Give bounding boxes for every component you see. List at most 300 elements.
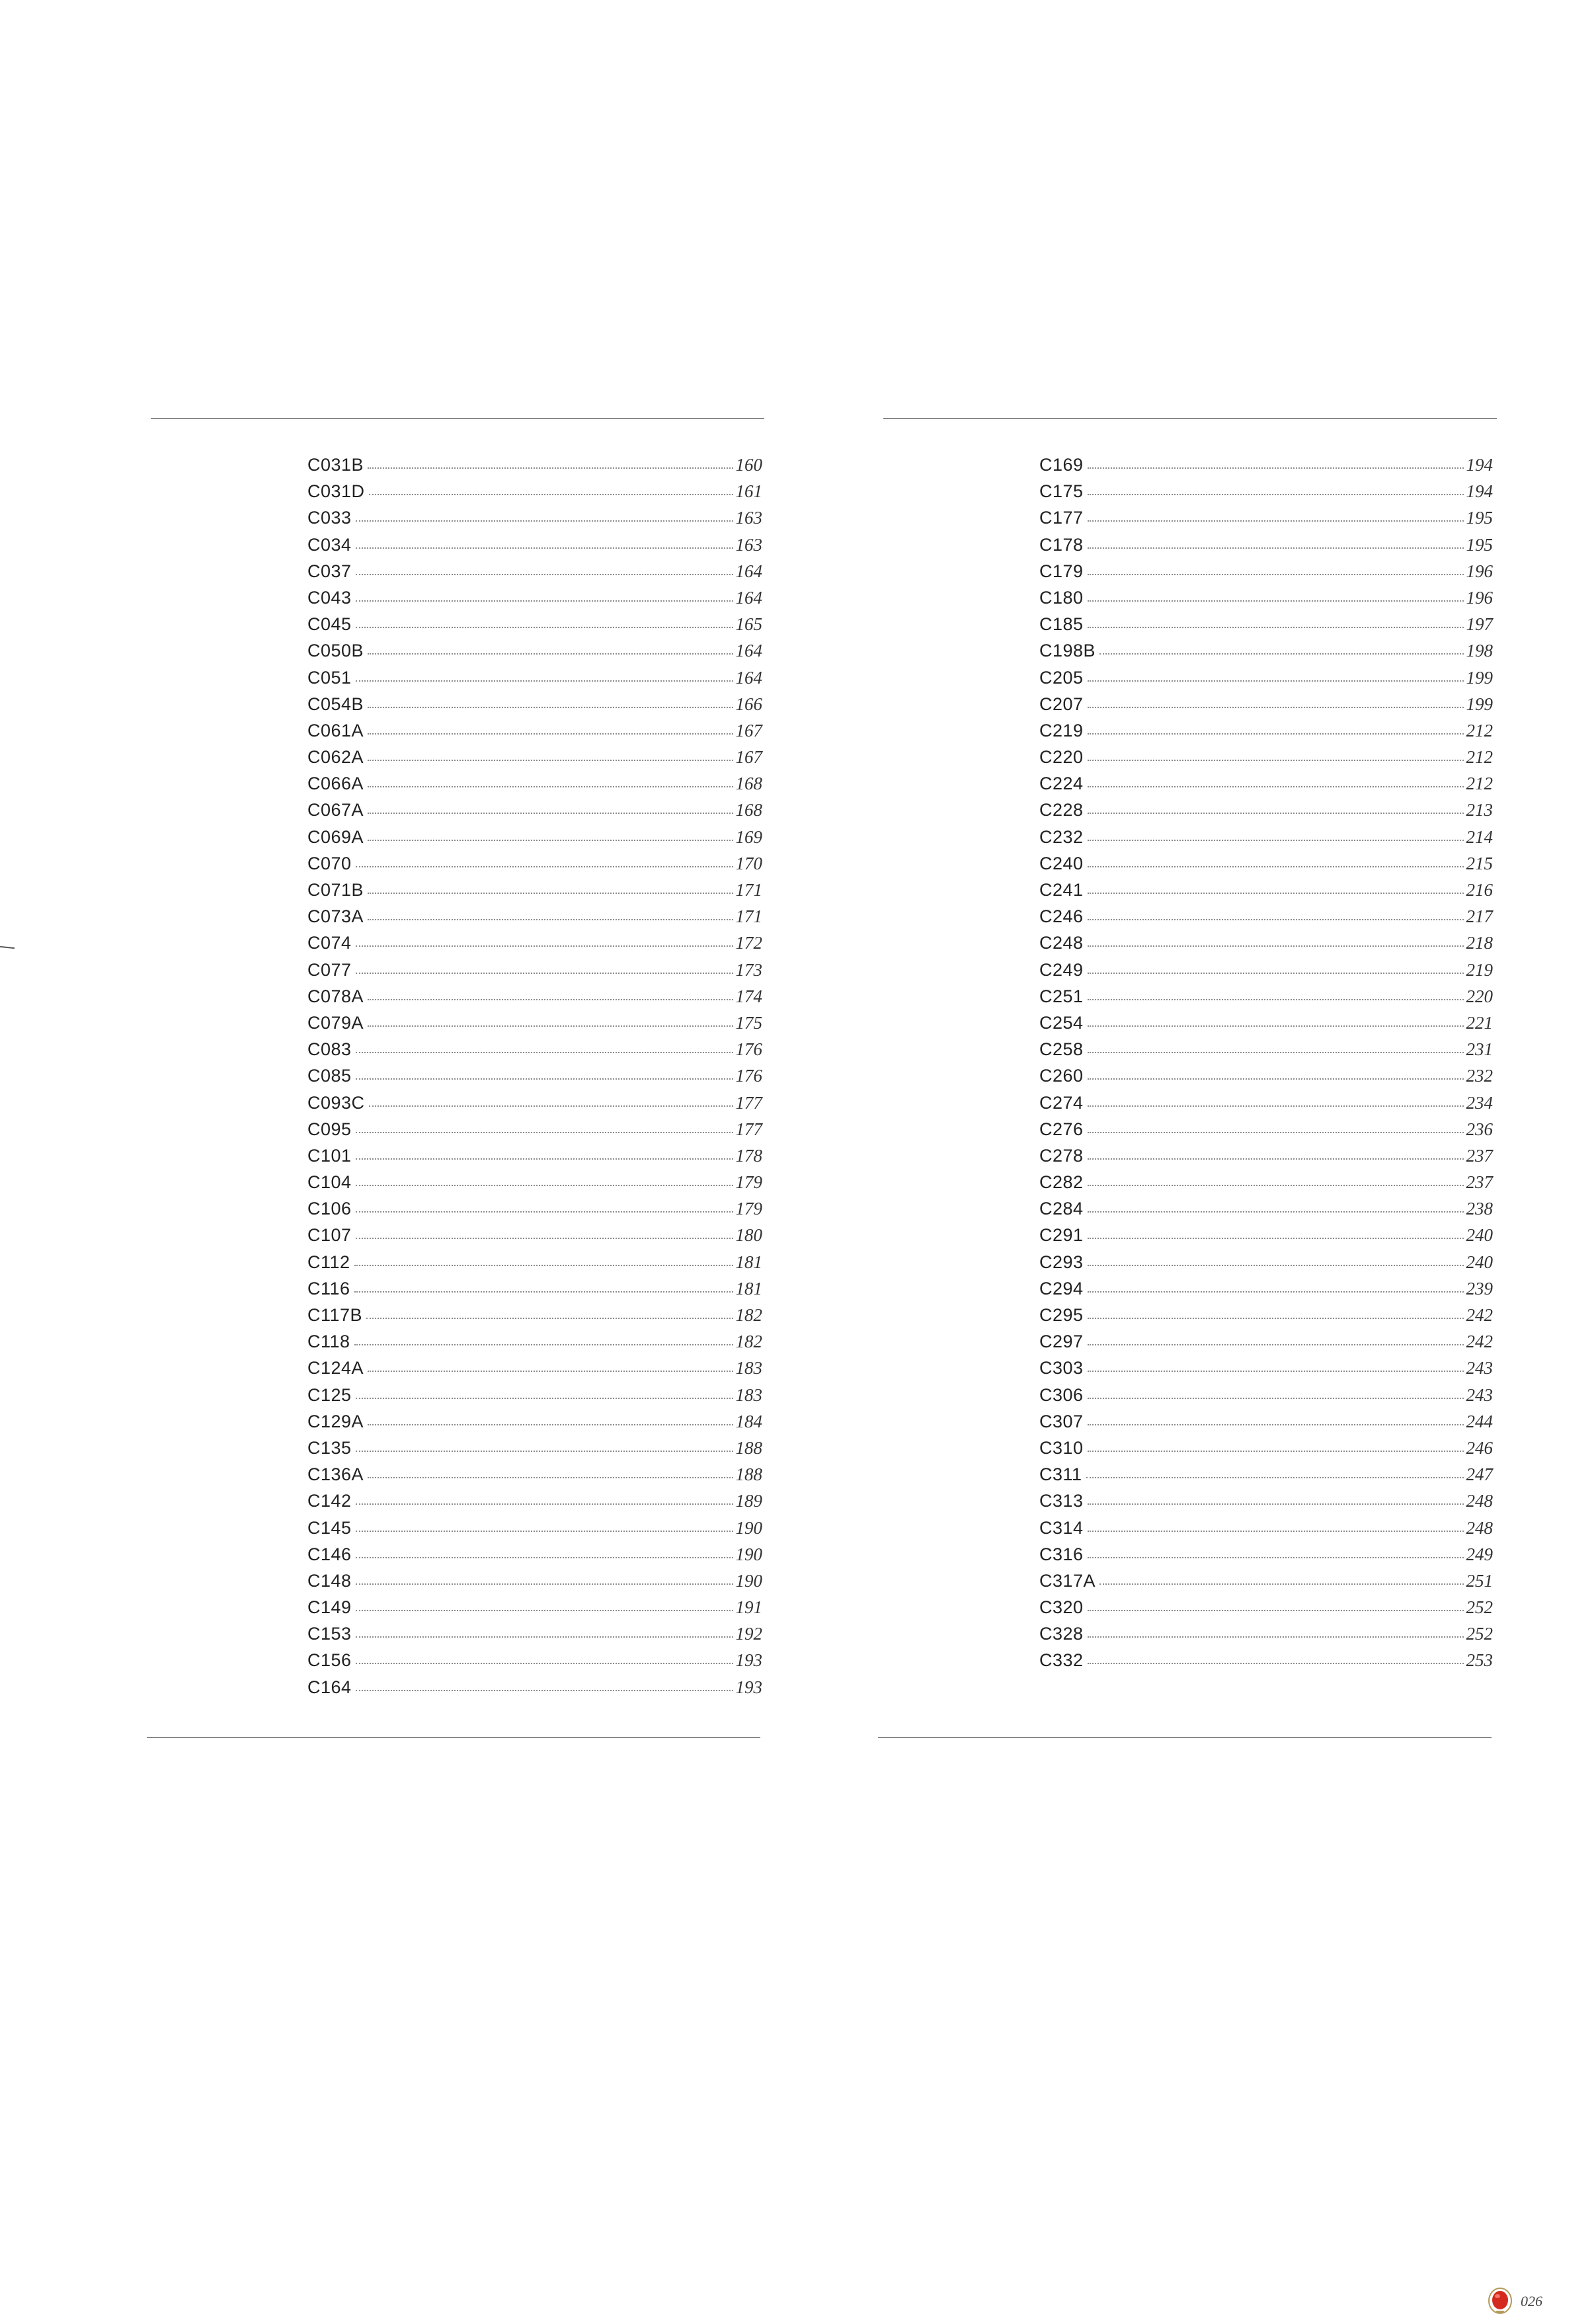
dot-leader <box>1088 1503 1464 1505</box>
entry-code: C104 <box>307 1172 352 1193</box>
index-entry <box>1039 1624 1493 1650</box>
index-entry <box>307 721 762 747</box>
index-entry <box>1039 588 1493 614</box>
entry-code: C031B <box>307 455 364 475</box>
dot-leader <box>1088 680 1464 682</box>
index-entry <box>307 1332 762 1358</box>
index-entry <box>1039 854 1493 880</box>
dot-leader <box>1088 1025 1464 1027</box>
entry-code: C093C <box>307 1092 365 1113</box>
index-entry <box>307 1518 762 1544</box>
index-entry <box>307 1650 762 1677</box>
entry-code: C220 <box>1039 747 1084 768</box>
entry-code: C274 <box>1039 1092 1084 1113</box>
index-entry <box>1039 747 1493 774</box>
entry-page-number: 195 <box>1466 534 1493 555</box>
entry-code: C276 <box>1039 1119 1084 1139</box>
index-entry <box>307 854 762 880</box>
dot-leader <box>356 1690 733 1691</box>
entry-page-number: 196 <box>1466 587 1493 608</box>
entry-code: C185 <box>1039 614 1084 635</box>
dot-leader <box>1088 1132 1464 1133</box>
entry-page-number: 179 <box>735 1172 762 1193</box>
entry-page-number: 192 <box>735 1624 762 1644</box>
entry-code: C260 <box>1039 1066 1084 1086</box>
entry-page-number: 248 <box>1466 1517 1493 1538</box>
entry-code: C241 <box>1039 880 1084 900</box>
entry-code: C291 <box>1039 1225 1084 1246</box>
entry-page-number: 182 <box>735 1332 762 1352</box>
dot-leader <box>356 574 733 575</box>
entry-page-number: 214 <box>1466 826 1493 847</box>
dot-leader <box>356 600 733 602</box>
entry-page-number: 237 <box>1466 1145 1493 1166</box>
entry-code: C129A <box>307 1411 364 1431</box>
entry-page-number: 199 <box>1466 667 1493 688</box>
entry-page-number: 161 <box>735 481 762 502</box>
entry-code: C254 <box>1039 1012 1084 1033</box>
entry-page-number: 182 <box>735 1305 762 1325</box>
entry-page-number: 221 <box>1466 1012 1493 1033</box>
index-entry <box>1039 481 1493 508</box>
entry-page-number: 163 <box>735 508 762 528</box>
entry-code: C178 <box>1039 534 1084 555</box>
index-entry <box>1039 641 1493 667</box>
entry-code: C294 <box>1039 1278 1084 1298</box>
dot-leader <box>1099 653 1463 655</box>
dot-leader <box>366 1318 733 1319</box>
dot-leader <box>1088 840 1464 841</box>
index-entry <box>307 1093 762 1119</box>
dot-leader <box>1088 813 1464 814</box>
index-entry <box>1039 906 1493 933</box>
entry-code: C306 <box>1039 1384 1084 1405</box>
index-entry <box>1039 1332 1493 1358</box>
index-entry <box>1039 880 1493 906</box>
dot-leader <box>1099 1583 1463 1585</box>
dot-leader <box>356 1451 733 1452</box>
entry-code: C062A <box>307 747 364 768</box>
index-entry <box>307 880 762 906</box>
entry-page-number: 190 <box>735 1570 762 1591</box>
entry-page-number: 215 <box>1466 853 1493 873</box>
entry-page-number: 196 <box>1466 561 1493 581</box>
dot-leader <box>1088 919 1464 920</box>
dot-leader <box>369 1105 733 1107</box>
entry-page-number: 166 <box>735 694 762 714</box>
entry-code: C316 <box>1039 1544 1084 1564</box>
entry-code: C224 <box>1039 774 1084 794</box>
entry-code: C207 <box>1039 694 1084 714</box>
index-entry <box>1039 535 1493 561</box>
entry-code: C135 <box>307 1437 352 1458</box>
entry-code: C037 <box>307 561 352 581</box>
entry-page-number: 216 <box>1466 880 1493 900</box>
index-entry <box>307 694 762 721</box>
dot-leader <box>368 919 733 920</box>
entry-page-number: 164 <box>735 561 762 581</box>
entry-page-number: 190 <box>735 1517 762 1538</box>
entry-page-number: 188 <box>735 1437 762 1458</box>
entry-page-number: 219 <box>1466 959 1493 980</box>
index-entry <box>307 1412 762 1438</box>
dot-leader <box>368 733 733 735</box>
index-entry <box>307 933 762 959</box>
entry-code: C136A <box>307 1464 364 1485</box>
dot-leader <box>368 893 733 894</box>
index-entry <box>307 827 762 854</box>
entry-code: C282 <box>1039 1172 1084 1193</box>
dot-leader <box>356 1610 733 1611</box>
dot-leader <box>1088 574 1464 575</box>
index-entry <box>1039 1491 1493 1517</box>
dot-leader <box>356 1238 733 1239</box>
right-top-rule <box>883 418 1497 419</box>
dot-leader <box>354 1291 733 1293</box>
index-entry <box>307 455 762 481</box>
dot-leader <box>354 1265 733 1266</box>
entry-page-number: 165 <box>735 614 762 635</box>
entry-code: C083 <box>307 1039 352 1060</box>
dot-leader <box>1088 945 1464 947</box>
index-entry <box>1039 1279 1493 1305</box>
dot-leader <box>368 1025 733 1027</box>
dot-leader <box>368 1424 733 1425</box>
entry-page-number: 181 <box>735 1252 762 1272</box>
dot-leader <box>1088 973 1464 974</box>
index-entry <box>1039 1119 1493 1146</box>
entry-page-number: 180 <box>735 1225 762 1246</box>
index-entry <box>307 1597 762 1624</box>
dot-leader <box>1086 1477 1464 1478</box>
index-entry <box>1039 774 1493 800</box>
entry-page-number: 212 <box>1466 747 1493 768</box>
dot-leader <box>356 627 733 628</box>
entry-page-number: 242 <box>1466 1305 1493 1325</box>
index-entry <box>1039 508 1493 534</box>
dot-leader <box>356 973 733 974</box>
entry-page-number: 253 <box>1466 1650 1493 1671</box>
entry-code: C148 <box>307 1570 352 1591</box>
index-entry <box>1039 1039 1493 1066</box>
dot-leader <box>1088 467 1464 469</box>
entry-code: C069A <box>307 826 364 847</box>
index-entry <box>307 774 762 800</box>
entry-page-number: 194 <box>1466 455 1493 475</box>
dot-leader <box>368 840 733 841</box>
entry-page-number: 183 <box>735 1384 762 1405</box>
entry-page-number: 247 <box>1466 1464 1493 1485</box>
entry-code: C332 <box>1039 1650 1084 1671</box>
index-entry <box>1039 561 1493 588</box>
entry-page-number: 176 <box>735 1039 762 1060</box>
page-number: 026 <box>1521 2293 1542 2309</box>
entry-code: C164 <box>307 1677 352 1697</box>
entry-page-number: 175 <box>735 1012 762 1033</box>
dot-leader <box>368 999 733 1000</box>
entry-code: C125 <box>307 1384 352 1405</box>
index-entry <box>307 1358 762 1384</box>
index-entry <box>307 561 762 588</box>
dot-leader <box>368 467 733 469</box>
red-gem-emblem-icon <box>1488 2288 1513 2314</box>
entry-code: C045 <box>307 614 352 635</box>
dot-leader <box>1088 866 1464 867</box>
left-bottom-rule <box>147 1737 760 1738</box>
entry-code: C317A <box>1039 1570 1096 1591</box>
index-column-right <box>1039 455 1493 1677</box>
index-entry <box>1039 1066 1493 1092</box>
index-entry <box>307 481 762 508</box>
index-entry <box>1039 694 1493 721</box>
index-entry <box>1039 1438 1493 1464</box>
entry-code: C311 <box>1039 1464 1082 1485</box>
index-entry <box>307 1252 762 1279</box>
index-entry <box>307 1491 762 1517</box>
index-entry <box>307 1279 762 1305</box>
dot-leader <box>1088 707 1464 708</box>
entry-code: C251 <box>1039 986 1084 1006</box>
entry-page-number: 171 <box>735 880 762 900</box>
entry-code: C043 <box>307 587 352 608</box>
entry-code: C313 <box>1039 1491 1084 1511</box>
entry-code: C142 <box>307 1491 352 1511</box>
dot-leader <box>1088 1371 1464 1372</box>
dot-leader <box>1088 893 1464 894</box>
dot-leader <box>1088 1185 1464 1186</box>
entry-page-number: 190 <box>735 1544 762 1564</box>
entry-code: C240 <box>1039 853 1084 873</box>
index-entry <box>1039 933 1493 959</box>
dot-leader <box>1088 733 1464 735</box>
entry-code: C118 <box>307 1332 350 1352</box>
entry-code: C295 <box>1039 1305 1084 1325</box>
index-entry <box>307 1677 762 1704</box>
dot-leader <box>1088 1291 1464 1293</box>
dot-leader <box>1088 999 1464 1000</box>
index-entry <box>1039 1093 1493 1119</box>
index-entry <box>307 1013 762 1039</box>
index-entry <box>1039 1199 1493 1225</box>
index-entry <box>1039 668 1493 694</box>
index-entry <box>307 906 762 933</box>
entry-code: C179 <box>1039 561 1084 581</box>
entry-code: C246 <box>1039 906 1084 927</box>
entry-code: C293 <box>1039 1252 1084 1272</box>
entry-page-number: 194 <box>1466 481 1493 502</box>
dot-leader <box>1088 760 1464 761</box>
dot-leader <box>356 1531 733 1532</box>
dot-leader <box>1088 786 1464 787</box>
index-entry <box>307 588 762 614</box>
index-entry <box>307 1438 762 1464</box>
entry-code: C061A <box>307 720 364 740</box>
entry-page-number: 246 <box>1466 1437 1493 1458</box>
dot-leader <box>368 707 733 708</box>
entry-code: C248 <box>1039 933 1084 953</box>
entry-code: C228 <box>1039 800 1084 820</box>
dot-leader <box>1088 1663 1464 1664</box>
dot-leader <box>356 1132 733 1133</box>
entry-page-number: 238 <box>1466 1199 1493 1219</box>
entry-code: C117B <box>307 1305 363 1325</box>
entry-page-number: 240 <box>1466 1252 1493 1272</box>
index-entry <box>307 747 762 774</box>
entry-page-number: 178 <box>735 1145 762 1166</box>
index-entry <box>1039 1358 1493 1384</box>
entry-page-number: 195 <box>1466 508 1493 528</box>
entry-code: C116 <box>307 1278 350 1298</box>
entry-page-number: 160 <box>735 455 762 475</box>
entry-page-number: 171 <box>735 906 762 927</box>
dot-leader <box>1088 1238 1464 1239</box>
index-entry <box>1039 1464 1493 1491</box>
index-entry <box>1039 960 1493 986</box>
index-entry <box>307 1305 762 1332</box>
dot-leader <box>356 1636 733 1638</box>
entry-page-number: 172 <box>735 933 762 953</box>
dot-leader <box>368 1371 733 1372</box>
index-entry <box>307 535 762 561</box>
dot-leader <box>356 1052 733 1053</box>
index-entry <box>307 1199 762 1225</box>
dot-leader <box>354 1344 733 1345</box>
index-entry <box>307 614 762 641</box>
entry-page-number: 232 <box>1466 1066 1493 1086</box>
entry-code: C112 <box>307 1252 350 1272</box>
dot-leader <box>1088 547 1464 549</box>
entry-code: C307 <box>1039 1411 1084 1431</box>
index-entry <box>307 1066 762 1092</box>
dot-leader <box>1088 1105 1464 1107</box>
entry-page-number: 176 <box>735 1066 762 1086</box>
index-entry <box>1039 1571 1493 1597</box>
entry-code: C145 <box>307 1517 352 1538</box>
entry-code: C198B <box>1039 641 1096 661</box>
dot-leader <box>356 1583 733 1585</box>
index-entry <box>1039 827 1493 854</box>
entry-page-number: 177 <box>735 1119 762 1139</box>
index-entry <box>307 1119 762 1146</box>
entry-page-number: 220 <box>1466 986 1493 1006</box>
entry-code: C153 <box>307 1624 352 1644</box>
index-entry <box>307 1571 762 1597</box>
dot-leader <box>1088 1344 1464 1345</box>
dot-leader <box>356 1557 733 1558</box>
dot-leader <box>1088 1531 1464 1532</box>
index-entry <box>307 1172 762 1199</box>
entry-page-number: 177 <box>735 1092 762 1113</box>
entry-code: C258 <box>1039 1039 1084 1060</box>
entry-page-number: 168 <box>735 800 762 820</box>
dot-leader <box>356 866 733 867</box>
dot-leader <box>1088 1211 1464 1213</box>
entry-code: C297 <box>1039 1332 1084 1352</box>
entry-code: C320 <box>1039 1597 1084 1618</box>
entry-page-number: 239 <box>1466 1278 1493 1298</box>
index-entry <box>307 960 762 986</box>
entry-code: C219 <box>1039 720 1084 740</box>
entry-page-number: 237 <box>1466 1172 1493 1193</box>
entry-code: C085 <box>307 1066 352 1086</box>
entry-code: C314 <box>1039 1517 1084 1538</box>
scan-artifact-mark <box>0 946 15 949</box>
dot-leader <box>368 760 733 761</box>
entry-code: C073A <box>307 906 364 927</box>
entry-page-number: 174 <box>735 986 762 1006</box>
entry-code: C034 <box>307 534 352 555</box>
entry-code: C232 <box>1039 826 1084 847</box>
index-entry <box>1039 1412 1493 1438</box>
entry-code: C031D <box>307 481 365 502</box>
dot-leader <box>356 945 733 947</box>
dot-leader <box>1088 1636 1464 1638</box>
entry-code: C079A <box>307 1012 364 1033</box>
entry-page-number: 231 <box>1466 1039 1493 1060</box>
entry-page-number: 164 <box>735 641 762 661</box>
index-entry <box>307 1225 762 1252</box>
entry-page-number: 218 <box>1466 933 1493 953</box>
entry-code: C106 <box>307 1199 352 1219</box>
entry-code: C074 <box>307 933 352 953</box>
entry-code: C033 <box>307 508 352 528</box>
index-entry <box>1039 1385 1493 1412</box>
dot-leader <box>1088 1158 1464 1160</box>
entry-page-number: 167 <box>735 720 762 740</box>
entry-code: C054B <box>307 694 364 714</box>
entry-page-number: 213 <box>1466 800 1493 820</box>
entry-code: C101 <box>307 1145 352 1166</box>
entry-code: C328 <box>1039 1624 1084 1644</box>
left-top-rule <box>151 418 764 419</box>
dot-leader <box>356 1211 733 1213</box>
entry-code: C175 <box>1039 481 1084 502</box>
dot-leader <box>1088 494 1464 495</box>
page-folio <box>1488 2288 1567 2314</box>
dot-leader <box>1088 1265 1464 1266</box>
entry-page-number: 199 <box>1466 694 1493 714</box>
index-entry <box>307 1544 762 1571</box>
index-entry <box>1039 986 1493 1013</box>
entry-page-number: 212 <box>1466 720 1493 740</box>
entry-code: C284 <box>1039 1199 1084 1219</box>
entry-code: C067A <box>307 800 364 820</box>
entry-page-number: 240 <box>1466 1225 1493 1246</box>
entry-page-number: 169 <box>735 826 762 847</box>
entry-code: C071B <box>307 880 364 900</box>
entry-page-number: 243 <box>1466 1358 1493 1378</box>
entry-page-number: 234 <box>1466 1092 1493 1113</box>
right-bottom-rule <box>878 1737 1492 1738</box>
index-entry <box>1039 800 1493 826</box>
entry-page-number: 188 <box>735 1464 762 1485</box>
entry-page-number: 164 <box>735 587 762 608</box>
entry-code: C169 <box>1039 455 1084 475</box>
dot-leader <box>1088 627 1464 628</box>
entry-page-number: 252 <box>1466 1597 1493 1618</box>
index-column-left <box>307 455 762 1704</box>
entry-page-number: 189 <box>735 1491 762 1511</box>
dot-leader <box>356 547 733 549</box>
entry-code: C278 <box>1039 1145 1084 1166</box>
dot-leader <box>356 680 733 682</box>
entry-code: C050B <box>307 641 364 661</box>
index-entry <box>1039 1305 1493 1332</box>
index-entry <box>1039 1252 1493 1279</box>
entry-page-number: 173 <box>735 959 762 980</box>
dot-leader <box>356 1503 733 1505</box>
dot-leader <box>1088 600 1464 602</box>
